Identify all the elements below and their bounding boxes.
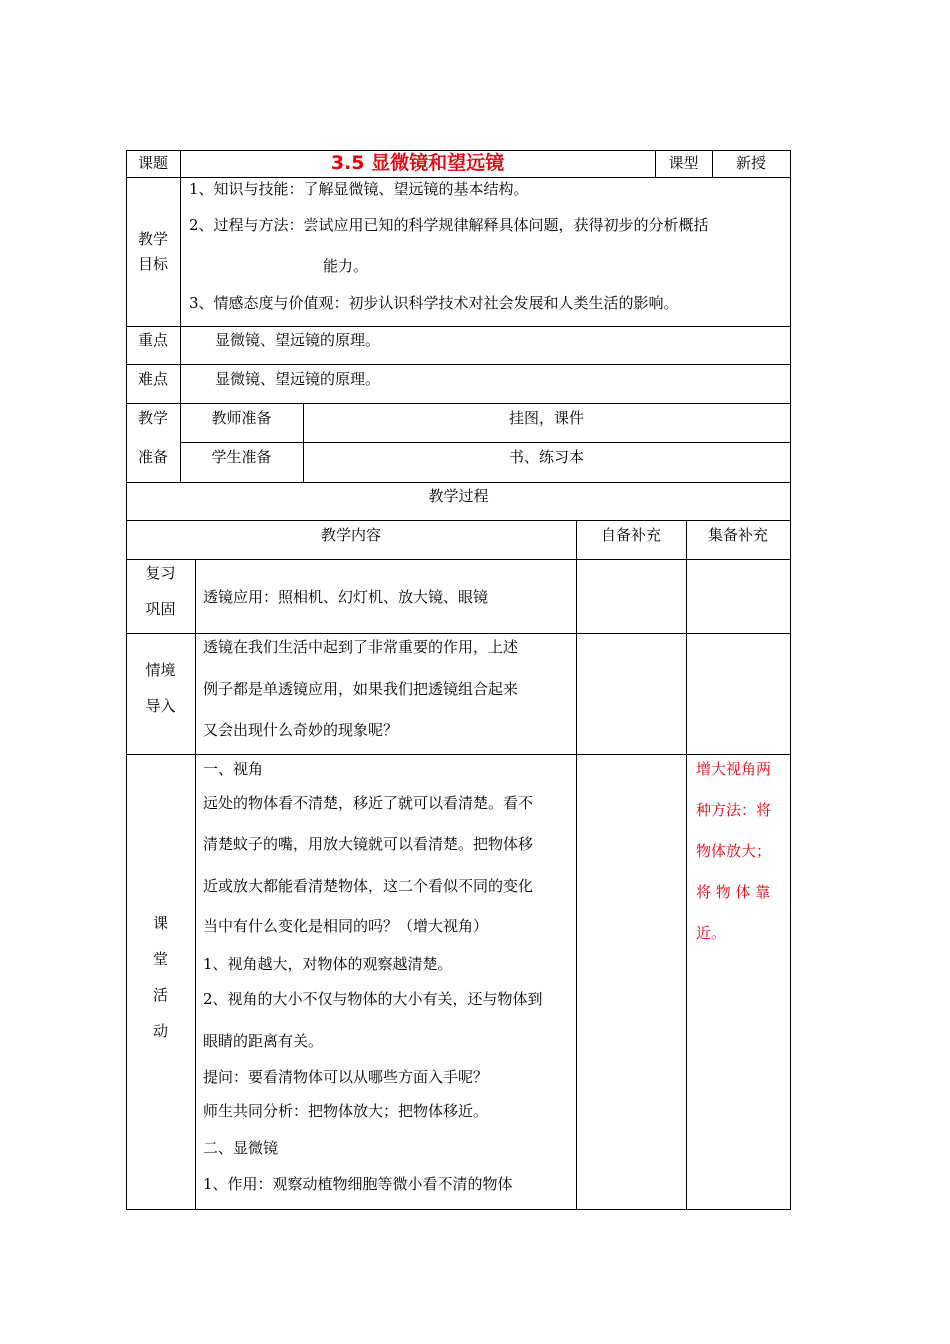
activity-line: 提问：要看清物体可以从哪些方面入手呢？ [203,1068,489,1086]
activity-label-char: 课 [152,914,168,932]
preparation-label-1: 教学 [137,409,168,427]
process-title: 教学过程 [428,487,489,505]
page-title: 3.5 显微镜和望远镜 [330,152,505,174]
activity-label-char: 动 [152,1022,168,1040]
key-points-text: 显微镜、望远镜的原理。 [215,331,381,349]
activity-line: 远处的物体看不清楚，移近了就可以看清楚。看不 [203,794,534,812]
review-label-1: 复习 [145,564,176,582]
preparation-label-2: 准备 [137,448,168,466]
activity-line: 一、视角 [203,760,264,778]
student-prep-label: 学生准备 [211,448,272,466]
activity-line: 1、作用：观察动植物细胞等微小看不清的物体 [203,1175,513,1193]
intro-label-1: 情境 [145,661,176,679]
intro-line: 例子都是单透镜应用，如果我们把透镜组合起来 [203,680,519,698]
difficulties-label: 难点 [137,370,168,388]
topic-label: 课题 [137,154,168,172]
intro-line: 透镜在我们生活中起到了非常重要的作用，上述 [203,638,519,656]
activity-line: 1、视角越大，对物体的观察越清楚。 [203,955,453,973]
lesson-type-value: 新授 [735,154,766,172]
review-label-2: 巩固 [145,600,176,618]
group-note-line: 近。 [696,924,727,942]
review-text: 透镜应用：照相机、幻灯机、放大镜、眼镜 [203,588,489,606]
teacher-prep-label: 教师准备 [211,409,272,427]
intro-line: 又会出现什么奇妙的现象呢？ [203,721,399,739]
column-self-supplement: 自备补充 [600,526,661,544]
key-points-label: 重点 [137,331,168,349]
group-note-line: 将 物 体 靠 [696,883,771,901]
teacher-prep-value: 挂图，课件 [508,409,584,427]
activity-line: 师生共同分析：把物体放大；把物体移近。 [203,1102,489,1120]
column-group-supplement: 集备补充 [707,526,768,544]
student-prep-value: 书、练习本 [508,448,584,466]
activity-label-char: 堂 [152,950,168,968]
column-content: 教学内容 [320,526,381,544]
group-note-line: 物体放大； [696,842,772,860]
activity-line: 当中有什么变化是相同的吗？（增大视角） [203,917,489,935]
activity-label-char: 活 [152,986,168,1004]
activity-line: 2、视角的大小不仅与物体的大小有关，还与物体到 [203,990,543,1008]
objectives-label-2: 目标 [137,255,168,273]
activity-line: 二、显微镜 [203,1139,279,1157]
objective-attitude: 3、情感态度与价值观：初步认识科学技术对社会发展和人类生活的影响。 [189,294,679,312]
group-note-line: 种方法：将 [696,801,772,819]
intro-label-2: 导入 [145,697,176,715]
lesson-type-label: 课型 [668,154,699,172]
objective-process: 2、过程与方法：尝试应用已知的科学规律解释具体问题，获得初步的分析概括 [189,216,709,234]
objective-knowledge: 1、知识与技能：了解显微镜、望远镜的基本结构。 [189,180,529,198]
group-note-line: 增大视角两 [696,760,772,778]
activity-line: 近或放大都能看清楚物体，这二个看似不同的变化 [203,877,534,895]
activity-line: 清楚蚊子的嘴，用放大镜就可以看清楚。把物体移 [203,835,534,853]
objective-process-cont: 能力。 [323,257,369,275]
objectives-label-1: 教学 [137,230,168,248]
activity-line: 眼睛的距离有关。 [203,1032,324,1050]
difficulties-text: 显微镜、望远镜的原理。 [215,370,381,388]
